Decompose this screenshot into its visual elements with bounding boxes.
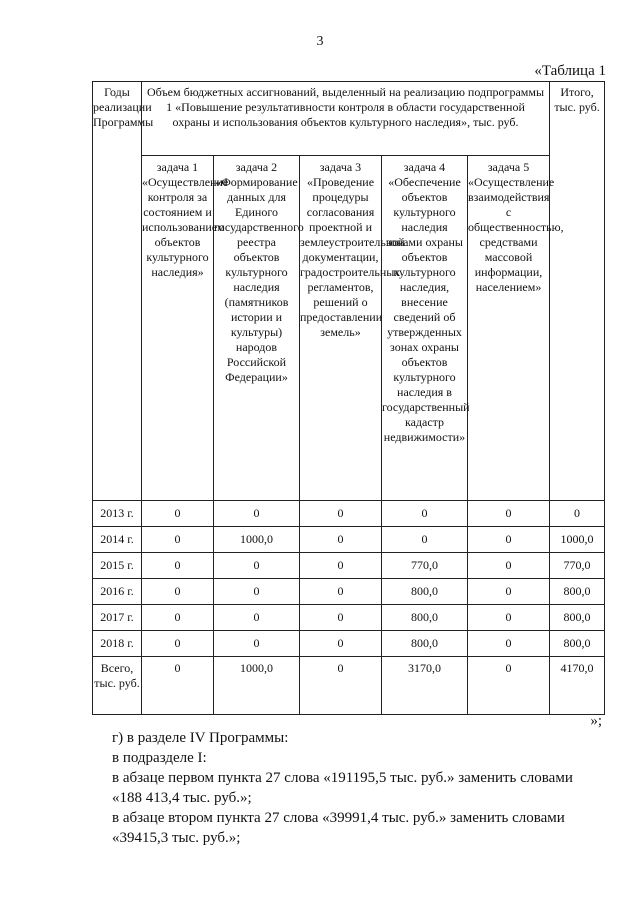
cell-task-3: 0	[300, 501, 382, 527]
header-main: Объем бюджетных ассигнований, выделенный на реализацию подпрограммы 1 «Повышение результативности контроля в области государственной охраны и использования объектов культурного наследия», тыс. руб.	[142, 82, 550, 156]
cell-task-4: 3170,0	[382, 657, 468, 715]
paragraph: в абзаце первом пункта 27 слова «191195,5 тыс. руб.» заменить словами «188 413,4 тыс. руб.»;	[112, 770, 573, 806]
cell-task-3: 0	[300, 657, 382, 715]
header-task-4: задача 4 «Обеспечение объектов культурного наследия зонами охраны объектов культурного наследия, внесение сведений об утвержденных зонах охраны объектов культурного наследия в государственный кадастр недвижимости»	[382, 156, 468, 501]
cell-task-1: 0	[142, 501, 214, 527]
cell-task-4: 800,0	[382, 631, 468, 657]
table-row-2018	[93, 631, 605, 657]
row-total-label: Всего, тыс. руб.	[93, 657, 142, 715]
cell-task-2: 0	[214, 631, 300, 657]
cell-task-3: 0	[300, 579, 382, 605]
cell-task-4: 0	[382, 527, 468, 553]
cell-task-1: 0	[142, 553, 214, 579]
cell-task-1: 0	[142, 631, 214, 657]
cell-total: 770,0	[550, 553, 605, 579]
table-row-total	[93, 657, 605, 715]
paragraph: г) в разделе IV Программы:	[112, 730, 289, 746]
cell-task-2: 0	[214, 605, 300, 631]
cell-task-2: 0	[214, 501, 300, 527]
cell-task-5: 0	[468, 553, 550, 579]
row-year: 2015 г.	[93, 553, 142, 579]
header-task-1: задача 1 «Осуществление контроля за состоянием и использованием объектов культурного наследия»	[142, 156, 214, 501]
row-year: 2013 г.	[93, 501, 142, 527]
cell-total: 4170,0	[550, 657, 605, 715]
cell-task-4: 800,0	[382, 579, 468, 605]
cell-task-1: 0	[142, 605, 214, 631]
table-row-2015	[93, 553, 605, 579]
cell-task-3: 0	[300, 605, 382, 631]
header-total: Итого, тыс. руб.	[550, 82, 605, 501]
amendment-text	[92, 728, 604, 848]
cell-task-2: 1000,0	[214, 527, 300, 553]
cell-task-2: 0	[214, 579, 300, 605]
closing-quote: »;	[590, 713, 602, 729]
cell-task-5: 0	[468, 579, 550, 605]
header-task-2: задача 2 «Формирование данных для Единого государственного реестра объектов культурного наследия (памятников истории и культуры) народов Российской Федерации»	[214, 156, 300, 501]
cell-task-3: 0	[300, 553, 382, 579]
table-row-2013	[93, 501, 605, 527]
cell-task-2: 0	[214, 553, 300, 579]
cell-task-4: 800,0	[382, 605, 468, 631]
row-year: 2016 г.	[93, 579, 142, 605]
page-number: 3	[316, 34, 324, 49]
paragraph: в абзаце втором пункта 27 слова «39991,4 тыс. руб.» заменить словами «39415,3 тыс. руб.»;	[112, 810, 565, 846]
cell-task-3: 0	[300, 631, 382, 657]
cell-total: 0	[550, 501, 605, 527]
cell-task-5: 0	[468, 631, 550, 657]
cell-task-2: 1000,0	[214, 657, 300, 715]
cell-task-4: 770,0	[382, 553, 468, 579]
header-years: Годы реализации Программы	[93, 82, 142, 501]
cell-task-5: 0	[468, 527, 550, 553]
table-caption: «Таблица 1	[534, 63, 606, 79]
table-row-2017	[93, 605, 605, 631]
cell-task-5: 0	[468, 657, 550, 715]
cell-task-3: 0	[300, 527, 382, 553]
paragraph: в подразделе I:	[112, 750, 207, 766]
cell-task-1: 0	[142, 657, 214, 715]
table-row-2014	[93, 527, 605, 553]
cell-total: 800,0	[550, 579, 605, 605]
cell-task-4: 0	[382, 501, 468, 527]
row-year: 2017 г.	[93, 605, 142, 631]
row-year: 2018 г.	[93, 631, 142, 657]
cell-task-5: 0	[468, 605, 550, 631]
cell-total: 800,0	[550, 631, 605, 657]
cell-task-1: 0	[142, 527, 214, 553]
budget-table	[92, 81, 605, 715]
table-row-2016	[93, 579, 605, 605]
header-task-3: задача 3 «Проведение процедуры согласования проектной и землеустроительной документации, градостроительных регламентов, решений о предоставлении земель»	[300, 156, 382, 501]
cell-task-1: 0	[142, 579, 214, 605]
header-task-5: задача 5 «Осуществление взаимодействия с общественностью, средствами массовой информации, населением»	[468, 156, 550, 501]
cell-total: 1000,0	[550, 527, 605, 553]
cell-total: 800,0	[550, 605, 605, 631]
cell-task-5: 0	[468, 501, 550, 527]
row-year: 2014 г.	[93, 527, 142, 553]
